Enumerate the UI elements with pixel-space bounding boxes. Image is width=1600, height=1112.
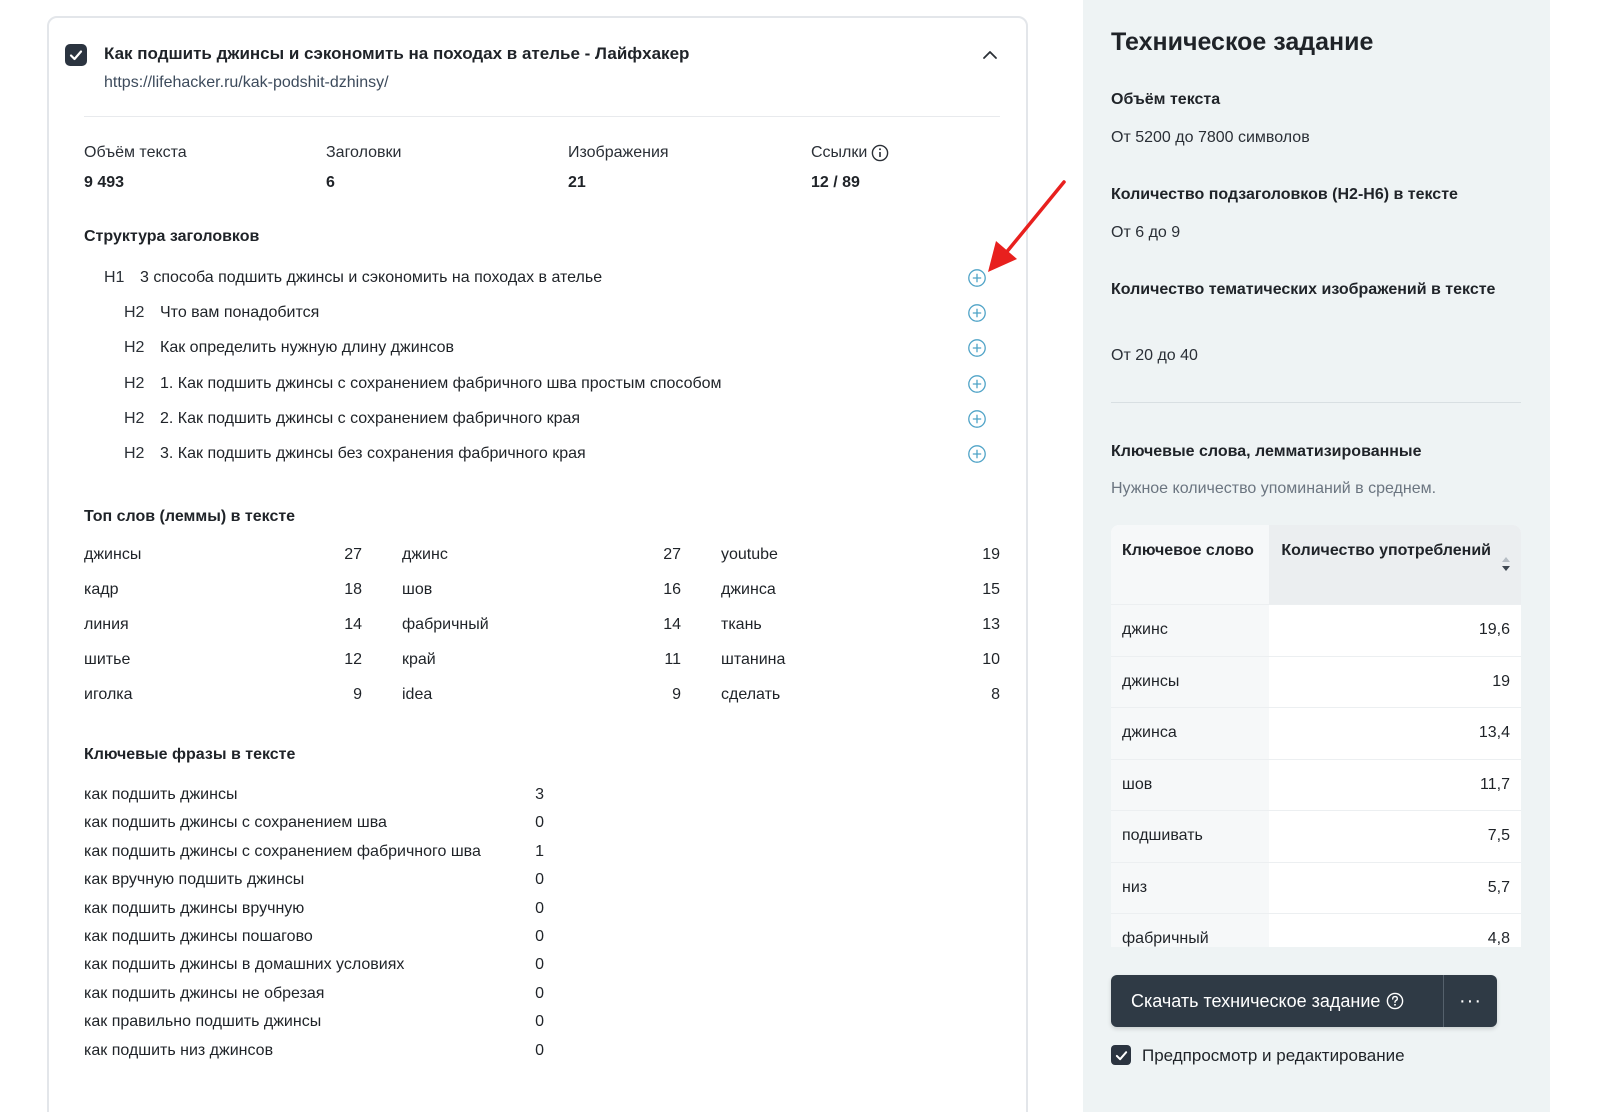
phrase-text: как подшить джинсы: [84, 786, 238, 803]
count-cell: 5,7: [1269, 863, 1521, 914]
keyword-cell: джинсы: [1111, 657, 1269, 708]
word-count: 9: [672, 686, 681, 703]
heading-level: H2: [124, 445, 145, 462]
sort-icon[interactable]: [1501, 555, 1511, 573]
word-row: [84, 686, 1000, 721]
word-row: [84, 651, 1000, 686]
stat-label: Заголовки: [326, 144, 402, 161]
stat-images: [568, 144, 669, 192]
count-cell: 19,6: [1269, 605, 1521, 656]
stat-links: [811, 144, 889, 192]
column-header-count[interactable]: Количество употреблений: [1269, 525, 1521, 604]
divider: [84, 116, 1000, 117]
phrase-text: как подшить джинсы с сохранением шва: [84, 814, 387, 832]
word-lemma: штанина: [721, 651, 786, 668]
phrase-text: как подшить джинсы пошагово: [84, 927, 313, 945]
word-count: 18: [344, 581, 362, 598]
word-lemma: линия: [84, 616, 129, 633]
add-heading-icon[interactable]: [967, 303, 987, 323]
word-lemma: джинс: [402, 546, 448, 563]
article-url[interactable]: https://lifehacker.ru/kak-podshit-dzhinsy/: [104, 74, 389, 91]
add-heading-icon[interactable]: [967, 374, 987, 394]
word-count: 9: [353, 686, 362, 703]
keywords-title: Ключевые слова, лемматизированные: [1111, 443, 1422, 460]
table-row: [1111, 604, 1521, 656]
key-phrases-list: [84, 786, 544, 1070]
stat-value: 21: [568, 174, 586, 191]
column-header-keyword[interactable]: Ключевое слово: [1111, 525, 1269, 604]
stat-value: 6: [326, 174, 335, 191]
word-lemma: ткань: [721, 616, 762, 633]
heading-text: 3 способа подшить джинсы и сэкономить на походах в ателье: [140, 269, 603, 286]
stat-text-volume: [84, 144, 187, 192]
word-lemma: джинса: [721, 581, 776, 598]
check-icon: [69, 48, 83, 62]
word-lemma: джинсы: [84, 546, 142, 563]
word-lemma: шов: [402, 581, 433, 598]
word-count: 13: [982, 616, 1000, 633]
word-count: 15: [982, 581, 1000, 598]
word-count: 11: [664, 651, 681, 668]
table-header: [1111, 525, 1521, 604]
phrase-text: как подшить джинсы в домашних условиях: [84, 956, 405, 974]
count-cell: 7,5: [1269, 811, 1521, 862]
heading-text: 2. Как подшить джинсы с сохранением фабричного края: [160, 409, 581, 427]
heading-row: [49, 371, 1009, 401]
word-count: 8: [991, 686, 1000, 703]
preview-checkbox[interactable]: [1111, 1045, 1131, 1065]
word-lemma: край: [402, 651, 436, 668]
heading-text: 3. Как подшить джинсы без сохранения фабричного края: [160, 445, 586, 462]
download-spec-button[interactable]: [1111, 975, 1497, 1027]
images-label: Количество тематических изображений в тексте: [1111, 281, 1496, 298]
phrase-row: [84, 985, 544, 1013]
phrase-row: [84, 1042, 544, 1070]
phrase-row: [84, 843, 544, 871]
word-lemma: сделать: [721, 686, 781, 703]
heading-level: H1: [104, 269, 125, 286]
heading-level: H2: [124, 374, 145, 392]
stat-value: 12 / 89: [811, 174, 860, 191]
phrase-row: [84, 956, 544, 984]
stat-label: Объём текста: [84, 144, 187, 161]
heading-row: [49, 265, 1009, 295]
word-row: [84, 581, 1000, 616]
stat-label: Изображения: [568, 144, 669, 161]
keyword-cell: шов: [1111, 760, 1269, 811]
headings-section-title: Структура заголовков: [84, 228, 260, 245]
word-count: 27: [344, 546, 362, 563]
table-row: [1111, 862, 1521, 914]
heading-level: H2: [124, 409, 145, 427]
heading-level: H2: [124, 339, 145, 357]
count-cell: 4,8: [1269, 914, 1521, 947]
phrase-count: 0: [535, 871, 544, 889]
keyword-cell: джинс: [1111, 605, 1269, 656]
more-options-button[interactable]: ···: [1459, 989, 1482, 1012]
keyword-cell: низ: [1111, 863, 1269, 914]
phrase-count: 0: [535, 984, 544, 1002]
count-cell: 19: [1269, 657, 1521, 708]
keywords-note: Нужное количество упоминаний в среднем.: [1111, 480, 1437, 497]
heading-text: 1. Как подшить джинсы с сохранением фабричного шва простым способом: [160, 374, 722, 392]
word-lemma: idea: [402, 686, 433, 703]
phrase-count: 1: [535, 842, 544, 860]
word-lemma: кадр: [84, 581, 119, 598]
article-title: Как подшить джинсы и сэкономить на походах в ателье - Лайфхакер: [104, 44, 690, 63]
heading-level: H2: [124, 304, 145, 322]
heading-row: [49, 335, 1009, 365]
phrase-text: как подшить джинсы не обрезая: [84, 984, 325, 1002]
heading-text: Что вам понадобится: [160, 304, 320, 322]
count-cell: 13,4: [1269, 708, 1521, 759]
subheadings-value: От 6 до 9: [1111, 224, 1181, 241]
word-count: 27: [663, 546, 681, 563]
heading-row: [49, 406, 1009, 436]
phrase-count: 0: [535, 927, 544, 945]
top-words-grid: [84, 546, 1000, 721]
top-words-title: Топ слов (леммы) в тексте: [84, 508, 296, 525]
phrase-row: [84, 900, 544, 928]
phrase-count: 0: [535, 814, 544, 832]
word-count: 14: [663, 616, 681, 633]
table-row: [1111, 707, 1521, 759]
stat-headings: [326, 144, 401, 192]
word-lemma: youtube: [721, 546, 778, 563]
keyword-cell: подшивать: [1111, 811, 1269, 862]
word-count: 14: [344, 616, 362, 633]
word-count: 12: [344, 651, 362, 668]
tech-spec-panel: [1083, 0, 1550, 1112]
word-count: 16: [663, 581, 681, 598]
text-volume-value: От 5200 до 7800 символов: [1111, 129, 1310, 146]
subheadings-label: Количество подзаголовков (H2-H6) в тексте: [1111, 186, 1458, 203]
heading-row: [49, 300, 1009, 330]
phrase-text: как вручную подшить джинсы: [84, 871, 305, 889]
phrase-count: 0: [535, 1013, 544, 1031]
competitor-card: [47, 16, 1028, 1112]
word-row: [84, 616, 1000, 651]
table-body: [1111, 604, 1521, 947]
images-value: От 20 до 40: [1111, 347, 1198, 364]
panel-title: Техническое задание: [1111, 28, 1374, 56]
divider: [1111, 402, 1521, 403]
help-icon[interactable]: [1386, 992, 1404, 1010]
word-lemma: фабричный: [402, 616, 489, 633]
count-cell: 11,7: [1269, 760, 1521, 811]
phrase-text: как правильно подшить джинсы: [84, 1013, 322, 1031]
add-heading-icon[interactable]: [967, 444, 987, 464]
add-heading-icon[interactable]: [967, 409, 987, 429]
check-icon: [1115, 1049, 1128, 1062]
phrase-count: 3: [535, 786, 544, 803]
preview-label[interactable]: Предпросмотр и редактирование: [1142, 1046, 1405, 1065]
key-phrases-title: Ключевые фразы в тексте: [84, 746, 296, 763]
info-icon[interactable]: [871, 144, 889, 162]
word-row: [84, 546, 1000, 581]
word-count: 10: [982, 651, 1000, 668]
add-heading-icon[interactable]: [967, 338, 987, 358]
phrase-count: 0: [535, 1041, 544, 1059]
table-row: [1111, 656, 1521, 708]
chevron-up-icon[interactable]: [981, 46, 999, 64]
add-heading-icon[interactable]: [967, 268, 987, 288]
word-lemma: иголка: [84, 686, 133, 703]
keyword-cell: джинса: [1111, 708, 1269, 759]
phrase-text: как подшить джинсы вручную: [84, 899, 305, 917]
table-row: [1111, 810, 1521, 862]
phrase-count: 0: [535, 956, 544, 974]
heading-text: Как определить нужную длину джинсов: [160, 339, 455, 357]
text-volume-label: Объём текста: [1111, 91, 1221, 108]
phrase-row: [84, 814, 544, 842]
phrase-text: как подшить джинсы с сохранением фабричного шва: [84, 842, 481, 860]
word-lemma: шитье: [84, 651, 131, 668]
download-label: Скачать техническое задание: [1131, 990, 1381, 1011]
stat-label: Ссылки: [811, 144, 868, 161]
select-checkbox[interactable]: [65, 44, 87, 66]
phrase-text: как подшить низ джинсов: [84, 1041, 274, 1059]
phrase-row: [84, 928, 544, 956]
keyword-cell: фабричный: [1111, 914, 1269, 947]
heading-row: [49, 441, 1009, 471]
phrase-row: [84, 1013, 544, 1041]
phrase-row: [84, 786, 544, 814]
table-row: [1111, 759, 1521, 811]
phrase-count: 0: [535, 899, 544, 917]
word-count: 19: [982, 546, 1000, 563]
keywords-table: [1111, 525, 1521, 947]
phrase-row: [84, 871, 544, 899]
table-row: [1111, 913, 1521, 947]
stat-value: 9 493: [84, 174, 125, 191]
